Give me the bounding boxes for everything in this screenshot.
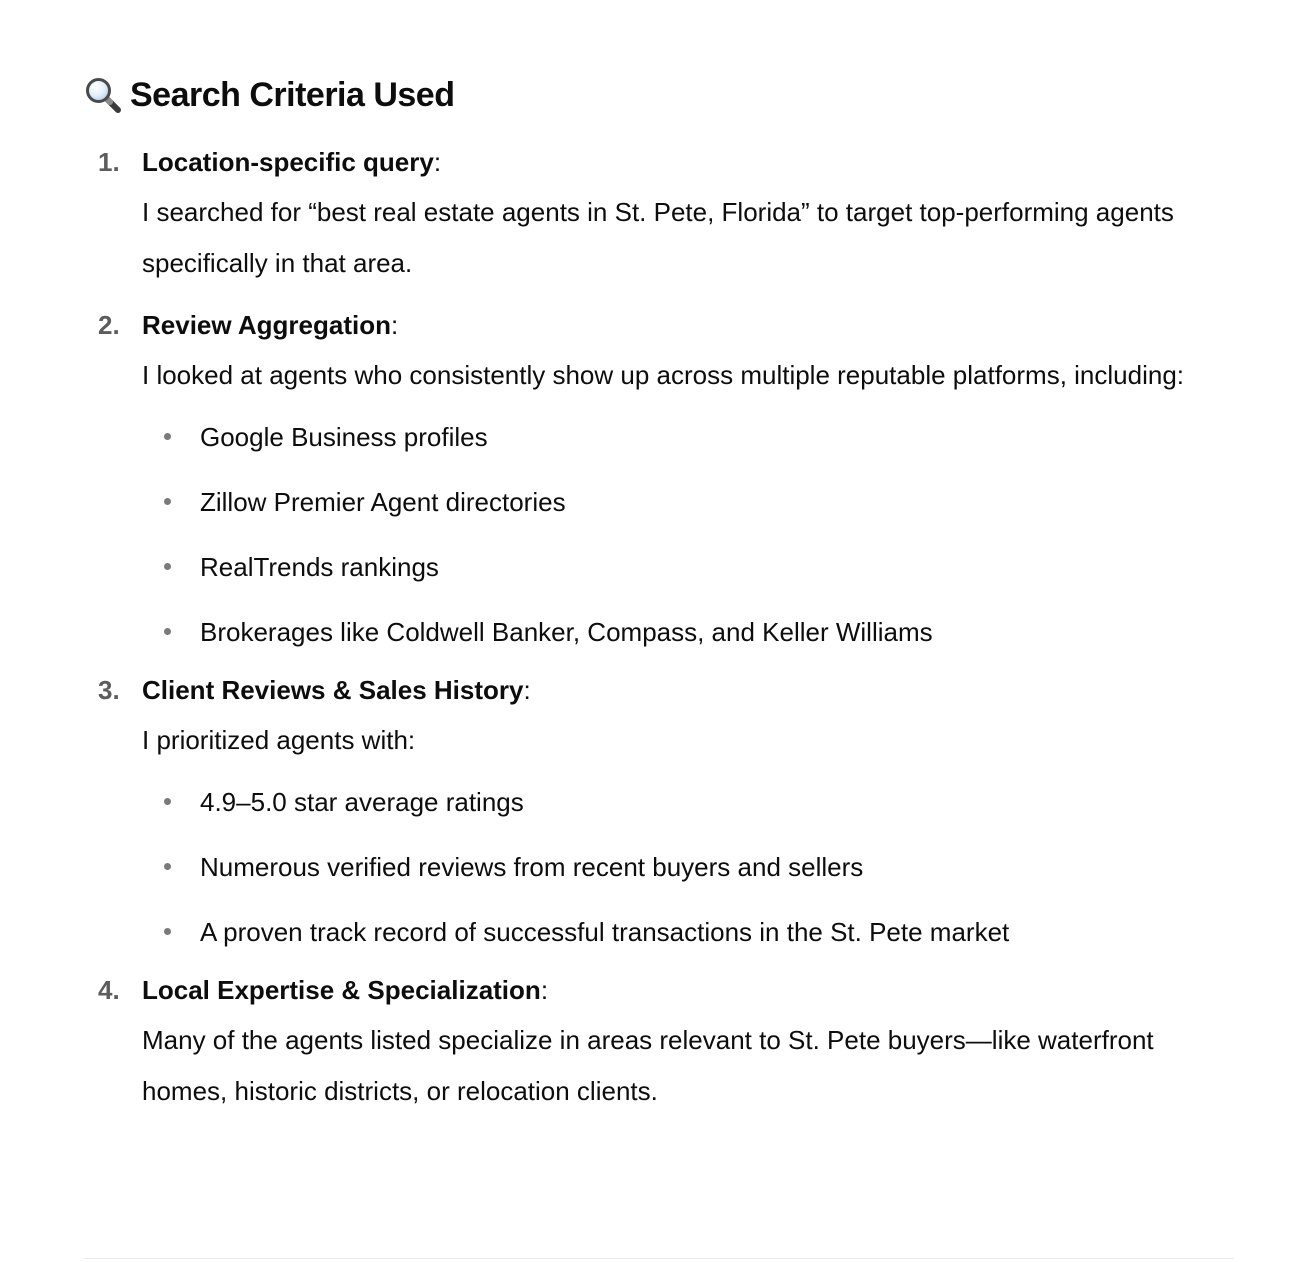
criteria-step [84,303,1234,654]
step-title-line [142,303,1234,347]
step-colon: : [540,975,549,1005]
step-title: Review Aggregation [142,310,391,340]
step-number: 1. [98,147,120,177]
bullet-dot [164,863,171,870]
step-number: 2. [98,310,120,340]
bullet-list [142,415,1234,654]
step-description: I looked at agents who consistently show up across multiple reputable platforms, including: [142,360,1185,390]
bullet-dot [164,563,171,570]
step-title-line [142,968,1234,1012]
section-heading [84,72,455,118]
bullet-dot [164,433,171,440]
list-item [142,845,1234,889]
step-description: Many of the agents listed specialize in areas relevant to St. Pete buyers—like waterfront homes, historic districts, or relocation clients. [142,1025,1154,1106]
list-item-text: Numerous verified reviews from recent buyers and sellers [200,852,864,882]
list-item-text: A proven track record of successful transactions in the St. Pete market [200,917,1010,947]
step-colon: : [433,147,442,177]
magnifying-glass-icon [84,76,122,114]
list-item-text: RealTrends rankings [200,552,439,582]
step-description: I searched for “best real estate agents in St. Pete, Florida” to target top-performing agents specifically in that area. [142,197,1174,278]
list-item-text: Zillow Premier Agent directories [200,487,566,517]
step-colon: : [390,310,399,340]
step-title: Local Expertise & Specialization [142,975,541,1005]
list-item [142,480,1234,524]
list-item [142,545,1234,589]
list-item [142,415,1234,459]
section-divider [84,1258,1234,1259]
step-title-line [142,668,1234,712]
list-item-text: Google Business profiles [200,422,488,452]
bullet-dot [164,628,171,635]
criteria-step [84,140,1234,289]
bullet-list [142,780,1234,954]
step-number: 3. [98,675,120,705]
criteria-list [84,140,1234,1131]
bullet-dot [164,928,171,935]
section-title: Search Criteria Used [130,75,455,114]
step-title: Client Reviews & Sales History [142,675,524,705]
criteria-step [84,968,1234,1117]
bullet-dot [164,798,171,805]
step-description: I prioritized agents with: [142,725,416,755]
list-item [142,780,1234,824]
step-number: 4. [98,975,120,1005]
step-title-line [142,140,1234,184]
list-item-text: 4.9–5.0 star average ratings [200,787,524,817]
step-title: Location-specific query [142,147,434,177]
list-item [142,610,1234,654]
list-item [142,910,1234,954]
bullet-dot [164,498,171,505]
step-colon: : [523,675,531,705]
list-item-text: Brokerages like Coldwell Banker, Compass, and Keller Williams [200,617,933,647]
criteria-step [84,668,1234,954]
